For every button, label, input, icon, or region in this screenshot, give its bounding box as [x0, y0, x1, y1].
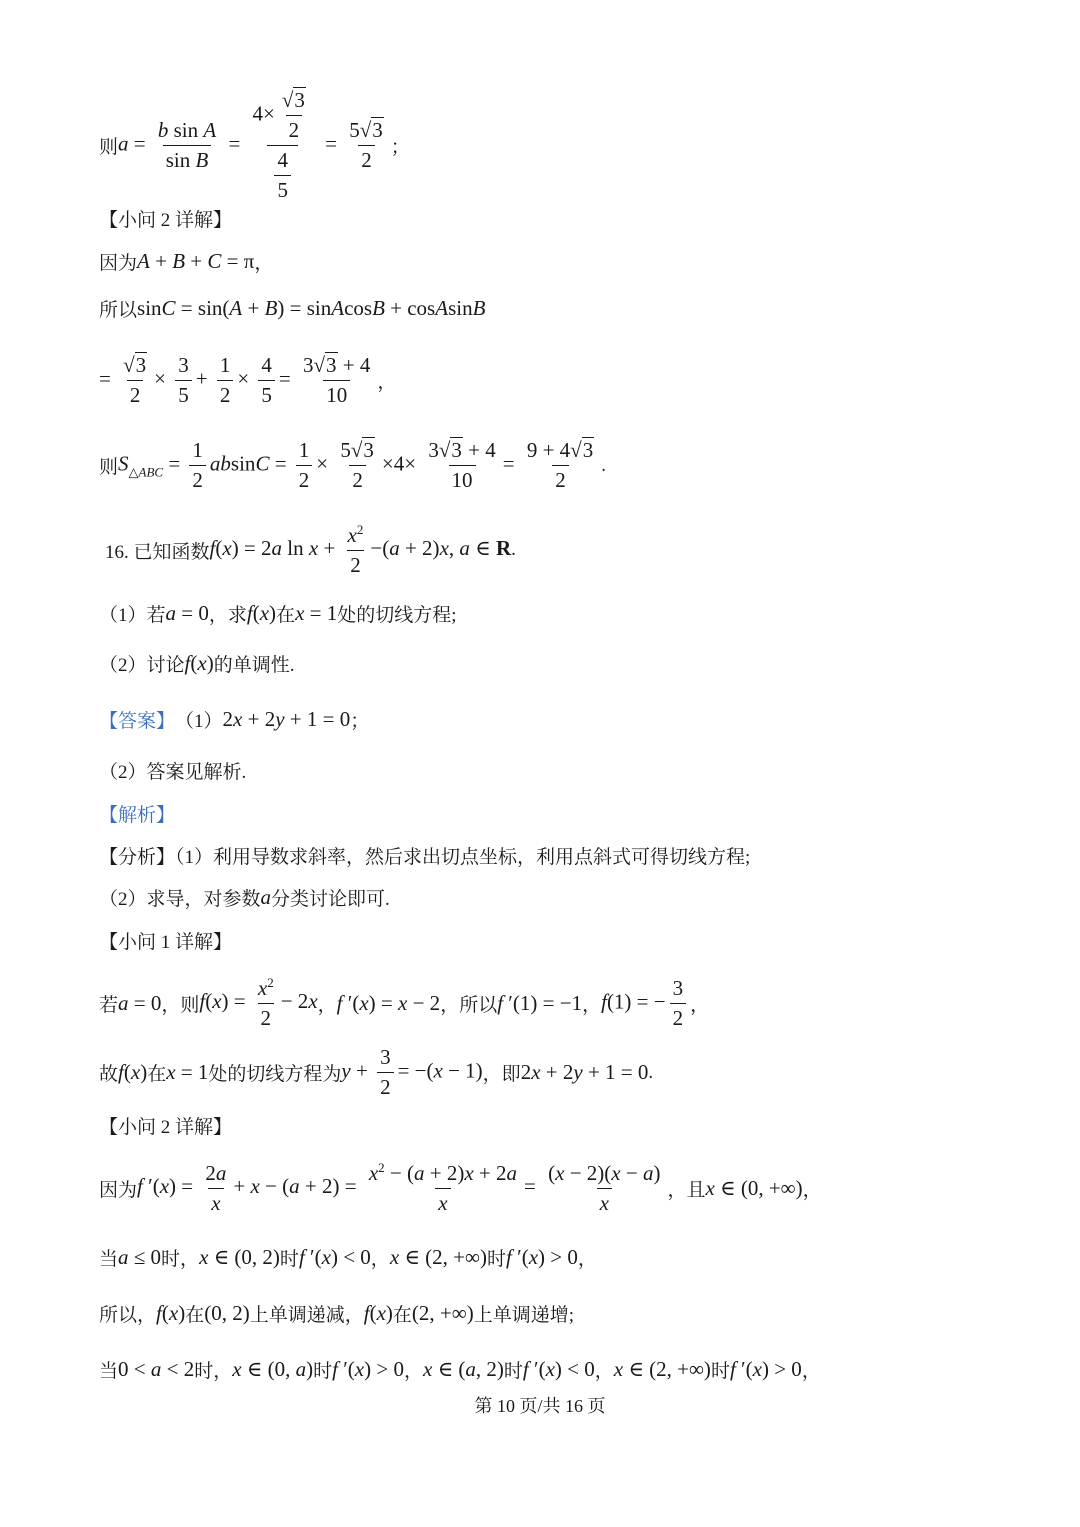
question-16-part-1: （1）若 a = 0 ，求 f(x) 在 x = 1 处的切线方程;: [99, 601, 457, 626]
subquestion-1-header: 【小问 1 详解】: [99, 932, 233, 953]
angle-sum-line: 因为 A + B + C = π ，: [99, 249, 274, 274]
analysis-part-2: （2）求导，对参数 a 分类讨论即可.: [99, 885, 390, 910]
case-a-le-0: 当 a ≤ 0 时， x ∈ (0, 2) 时 f ′(x) < 0 ， x ∈ (2, +∞) 时 f ′(x) > 0 ，: [99, 1245, 597, 1270]
answer-label: 【答案】: [99, 711, 176, 732]
question-16-part-2: （2）讨论 f(x) 的单调性.: [99, 651, 295, 676]
subquestion-2-header: 【小问 2 详解】: [99, 210, 233, 231]
question-16: 16. 已知函数 f(x) = 2a ln x + $\frac{x^2}{2}$ −(a + 2)x, a ∈ R .: [105, 522, 516, 577]
math-expression: a = $\frac{\text{b sin A}}{\text{sin B}}$ = 4× $\frac{√3}{2}$ $\frac{4}{5}$ = $\frac{5√3}{2}$: [118, 88, 383, 202]
formula-side-a: 则 a = $\frac{\text{b sin A}}{\text{sin B}}$ = 4× $\frac{√3}{2}$ $\frac{4}{5}$ = $\frac{5√3}{2}$ ；: [99, 88, 410, 202]
area-line: 则 $S_{\triangle ABC}$ = $\frac{1}{2}$ absinC = $\frac{1}{2}$ × $\frac{5√3}{2}$ ×4× $\frac{3√3 + 4}{10}$ = $\frac{9 + 4√3}{2}$ .: [99, 438, 606, 492]
text-prefix: 则: [99, 137, 119, 158]
sinC-line: 所以 sinC = sin(A + B) = sinAcosB + cosAsinB: [99, 296, 486, 321]
page-footer: 第 10 页/共 16 页: [474, 1396, 606, 1416]
answer-line-2: （2）答案见解析.: [99, 762, 247, 783]
subquestion-2b-header: 【小问 2 详解】: [99, 1117, 233, 1138]
case-a-le-0-conclusion: 所以， f(x) 在 (0, 2) 上单调递减， f(x) 在 (2, +∞) 上单调递增;: [99, 1301, 574, 1326]
case-0-lt-a-lt-2: 当 0 < a < 2 时， x ∈ (0, a) 时 f ′(x) > 0 ， x ∈ (a, 2) 时 f ′(x) < 0 ， x ∈ (2, +∞) 时 f ′(x) > 0 ，: [99, 1357, 821, 1382]
sub1-tangent-line: 故 f(x) 在 x = 1 处的切线方程为 y + $\frac{3}{2}$ = −(x − 1) ，即 2x + 2y + 1 = 0 .: [99, 1045, 654, 1099]
answer-line-1: 【答案】 （1） 2x + 2y + 1 = 0 ；: [99, 707, 370, 732]
sub1-derivative-line: 若 a = 0 ，则 f(x) = $\frac{x^2}{2}$ − 2x ， f ′(x) = x − 2 ，所以 f ′(1) = −1 ， f(1) = − $\frac{3}{2}$ ，: [99, 975, 710, 1030]
sinC-value-line: = $\frac{√3}{2}$ × $\frac{3}{5}$ + $\frac{1}{2}$ × $\frac{4}{5}$ = $\frac{3√3 + 4}{10}$ ，: [99, 353, 397, 407]
analysis-label: 【解析】: [99, 805, 176, 826]
analysis-part-1: 【分析】（1）利用导数求斜率，然后求出切点坐标，利用点斜式可得切线方程;: [99, 847, 751, 868]
sub2-derivative-line: 因为 f ′(x) = $\frac{2a}{x}$ + x − (a + 2) = $\frac{x^2 - (a + 2)x + 2a}{x}$ = $\frac{(x - 2)(x - a)}{x}$ ，且 x ∈ (0, +∞) ，: [99, 1160, 822, 1215]
